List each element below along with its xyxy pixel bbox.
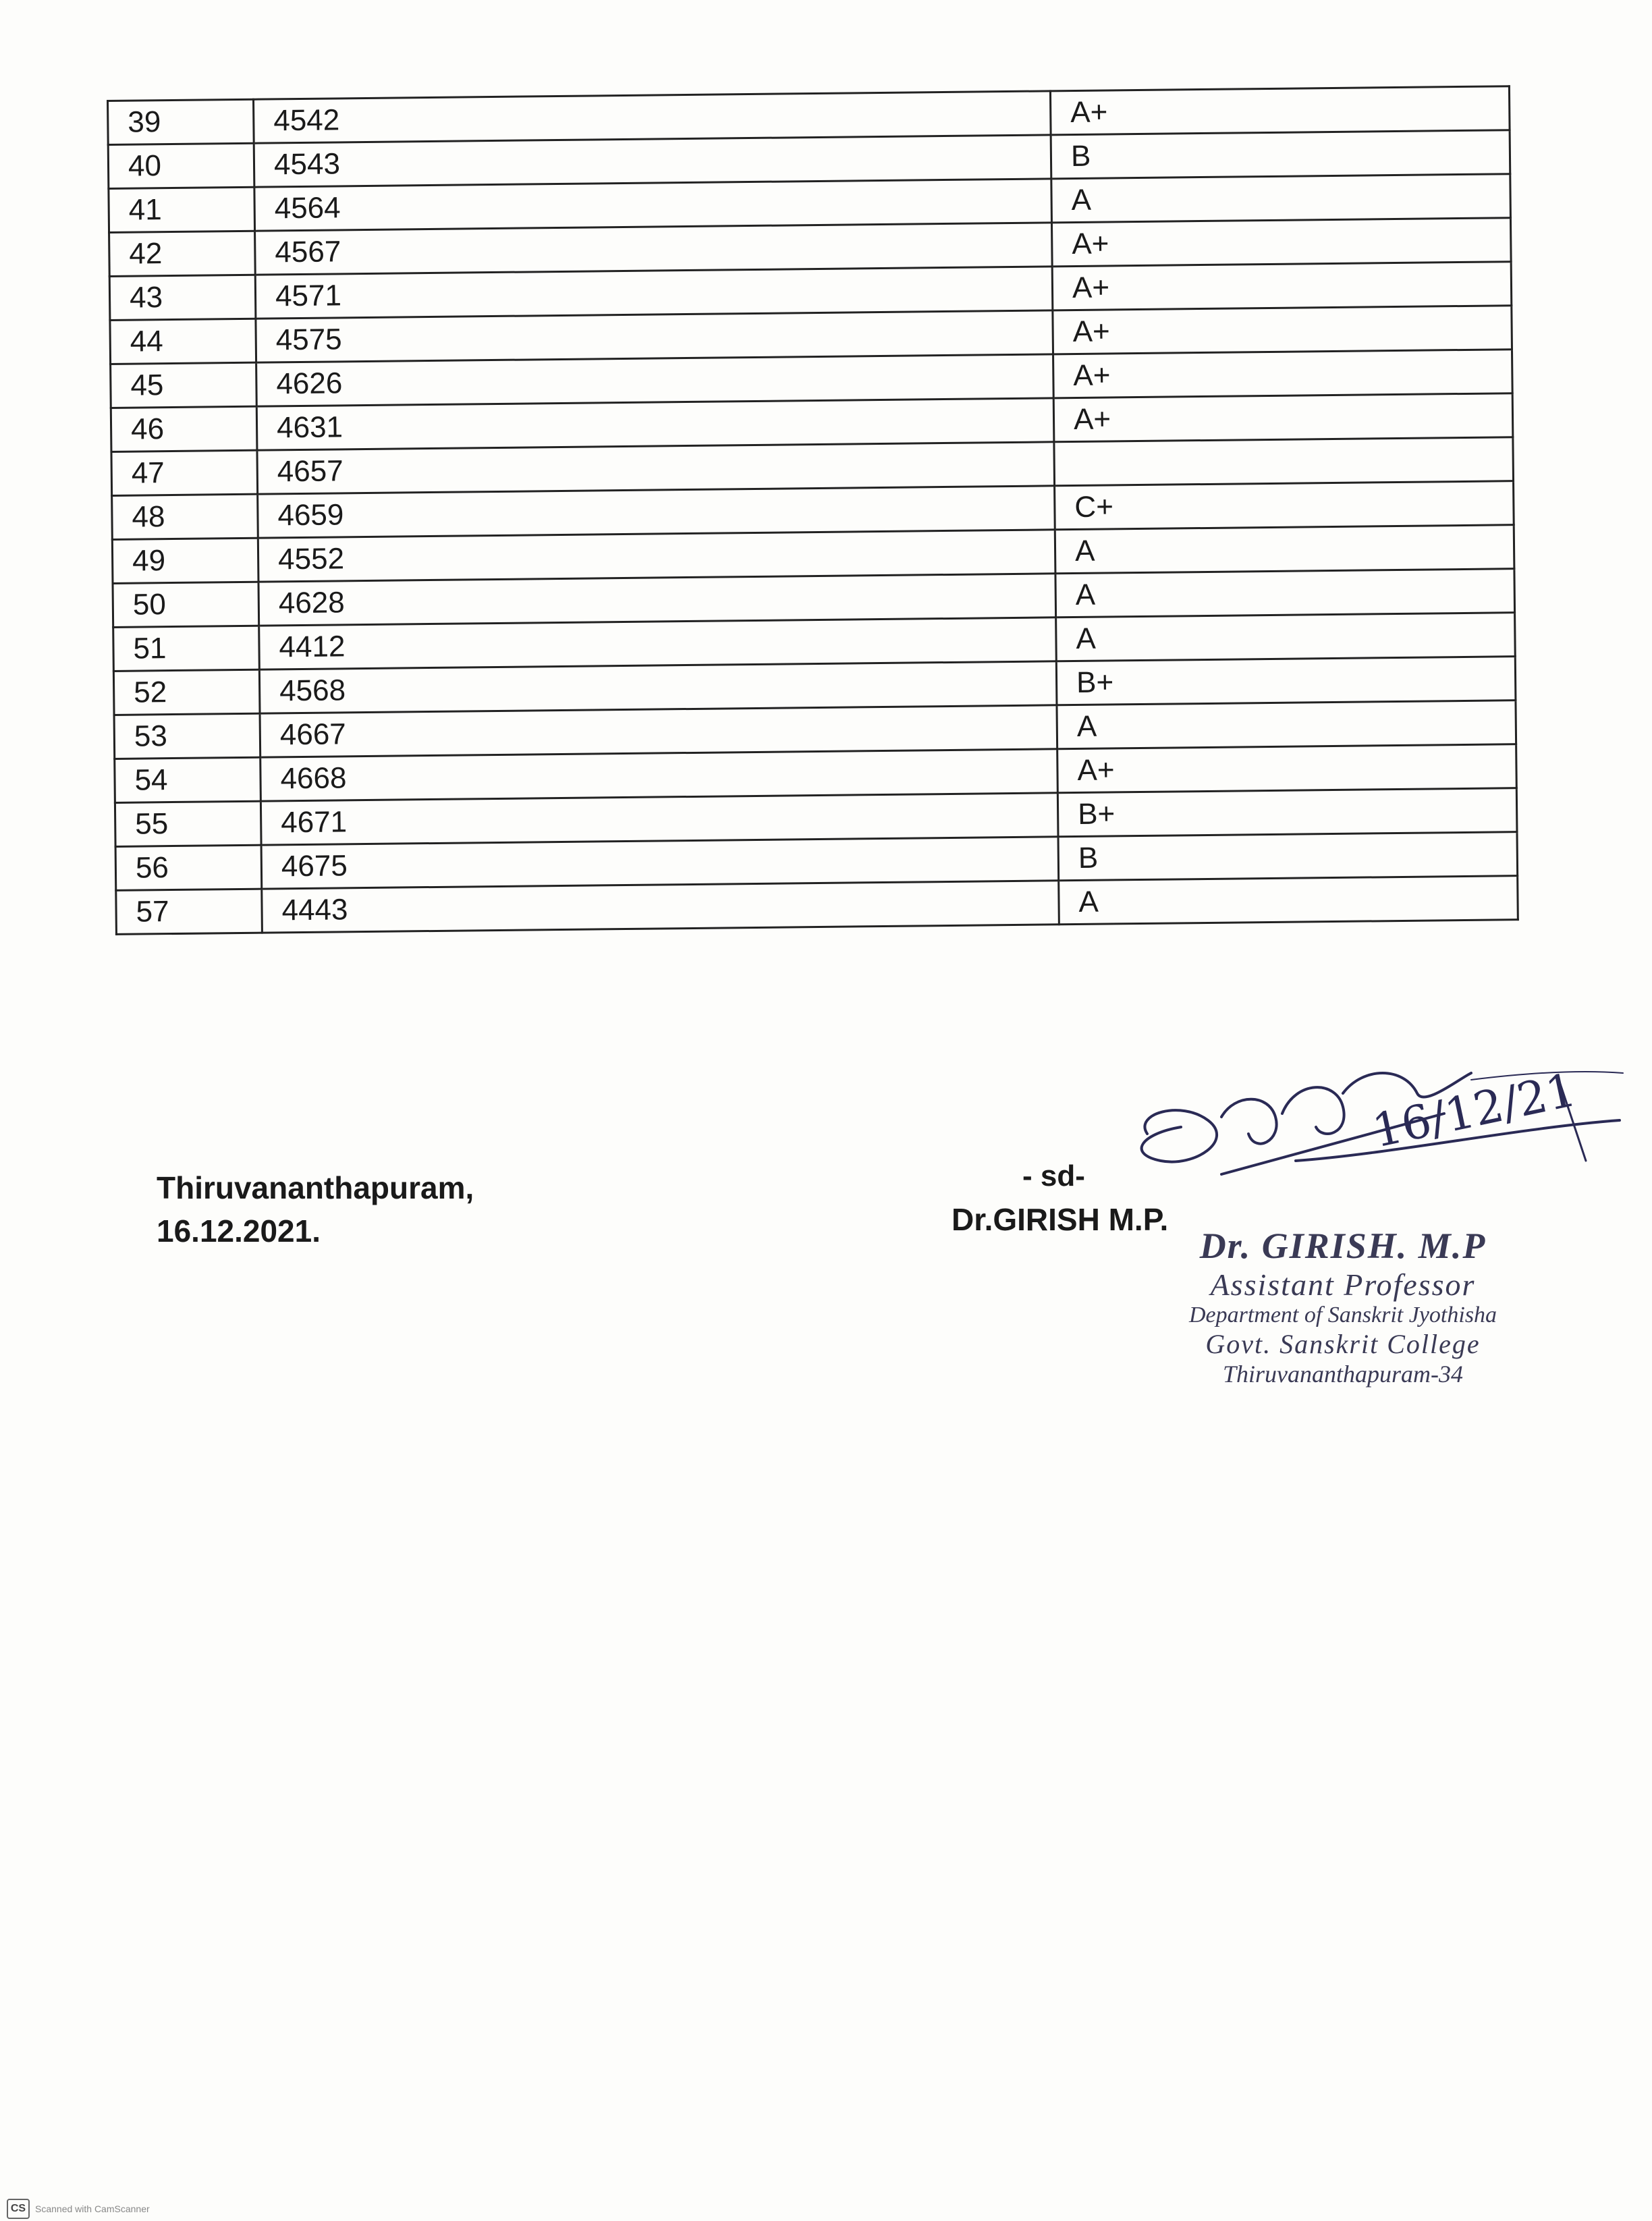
grade-cell: A+ <box>1053 306 1512 354</box>
stamp-city: Thiruvananthapuram-34 <box>1222 1361 1463 1388</box>
register-number-cell: 4628 <box>258 574 1056 626</box>
stamp-designation: Assistant Professor <box>1210 1267 1476 1302</box>
serial-number-cell: 49 <box>112 538 258 583</box>
register-number-cell: 4564 <box>254 179 1052 231</box>
serial-number-cell: 53 <box>114 713 260 759</box>
grade-cell: A <box>1056 613 1516 661</box>
serial-number-cell: 45 <box>111 362 257 408</box>
register-number-cell: 4575 <box>256 310 1053 362</box>
serial-number-cell: 44 <box>110 319 256 364</box>
place: Thiruvananthapuram, <box>157 1170 474 1205</box>
date: 16.12.2021. <box>157 1213 321 1249</box>
grade-cell: A <box>1051 174 1511 223</box>
serial-number-cell: 46 <box>111 406 257 451</box>
grade-cell: C+ <box>1055 481 1514 530</box>
serial-number-cell: 41 <box>109 187 255 232</box>
register-number-cell: 4412 <box>259 618 1057 669</box>
handwritten-signature <box>1120 1053 1626 1208</box>
register-number-cell: 4443 <box>262 881 1059 933</box>
grade-cell: B+ <box>1056 657 1516 705</box>
serial-number-cell: 40 <box>108 143 254 188</box>
grades-table-body <box>108 86 1518 935</box>
register-number-cell: 4567 <box>255 223 1053 275</box>
grade-cell: A <box>1055 569 1515 618</box>
grade-cell: A+ <box>1051 218 1511 267</box>
grade-cell: B <box>1051 130 1510 179</box>
register-number-cell: 4542 <box>254 91 1051 143</box>
scanner-watermark <box>7 2199 150 2219</box>
grade-cell <box>1054 437 1514 486</box>
grade-cell: A <box>1057 701 1516 749</box>
grade-cell: A+ <box>1052 262 1512 310</box>
grade-cell: B+ <box>1057 788 1517 837</box>
grades-table <box>107 85 1519 935</box>
place-date-block <box>157 1166 474 1253</box>
serial-number-cell: 51 <box>113 626 260 671</box>
register-number-cell: 4667 <box>260 705 1057 757</box>
register-number-cell: 4571 <box>255 267 1053 319</box>
signer-name: Dr.GIRISH M.P. <box>952 1202 1169 1237</box>
serial-number-cell: 52 <box>113 669 260 715</box>
register-number-cell: 4671 <box>260 793 1058 845</box>
camscanner-logo-icon: CS <box>7 2199 30 2219</box>
register-number-cell: 4552 <box>258 530 1055 582</box>
grade-cell: A+ <box>1053 350 1513 398</box>
stamp-department: Department of Sanskrit Jyothisha <box>1188 1303 1497 1327</box>
serial-number-cell: 42 <box>109 231 256 276</box>
grade-cell: A <box>1059 876 1518 925</box>
register-number-cell: 4675 <box>261 837 1059 889</box>
sd-mark: - sd- <box>1022 1159 1085 1192</box>
serial-number-cell: 47 <box>111 450 258 495</box>
register-number-cell: 4626 <box>256 354 1054 406</box>
register-number-cell: 4568 <box>259 661 1057 713</box>
register-number-cell: 4631 <box>256 398 1054 450</box>
serial-number-cell: 56 <box>115 845 262 890</box>
serial-number-cell: 48 <box>112 494 258 539</box>
grade-cell: A+ <box>1053 393 1513 442</box>
stamp-college: Govt. Sanskrit College <box>1205 1329 1481 1359</box>
grade-cell: A+ <box>1050 86 1510 135</box>
register-number-cell: 4543 <box>254 135 1051 187</box>
grade-cell: A <box>1055 525 1514 574</box>
register-number-cell: 4657 <box>257 442 1055 494</box>
serial-number-cell: 50 <box>113 582 259 627</box>
serial-number-cell: 43 <box>109 275 256 320</box>
register-number-cell: 4668 <box>260 749 1058 801</box>
grade-cell: B <box>1058 832 1518 881</box>
serial-number-cell: 57 <box>116 889 263 934</box>
serial-number-cell: 55 <box>115 801 261 846</box>
stamp-name: Dr. GIRISH. M.P <box>1199 1226 1487 1266</box>
scanner-text: Scanned with CamScanner <box>35 2203 150 2214</box>
signature-date: 16/12/21 <box>1368 1063 1581 1159</box>
official-stamp <box>1147 1225 1539 1388</box>
grade-cell: A+ <box>1057 744 1517 793</box>
serial-number-cell: 39 <box>108 99 254 144</box>
serial-number-cell: 54 <box>115 757 261 802</box>
register-number-cell: 4659 <box>258 486 1055 538</box>
